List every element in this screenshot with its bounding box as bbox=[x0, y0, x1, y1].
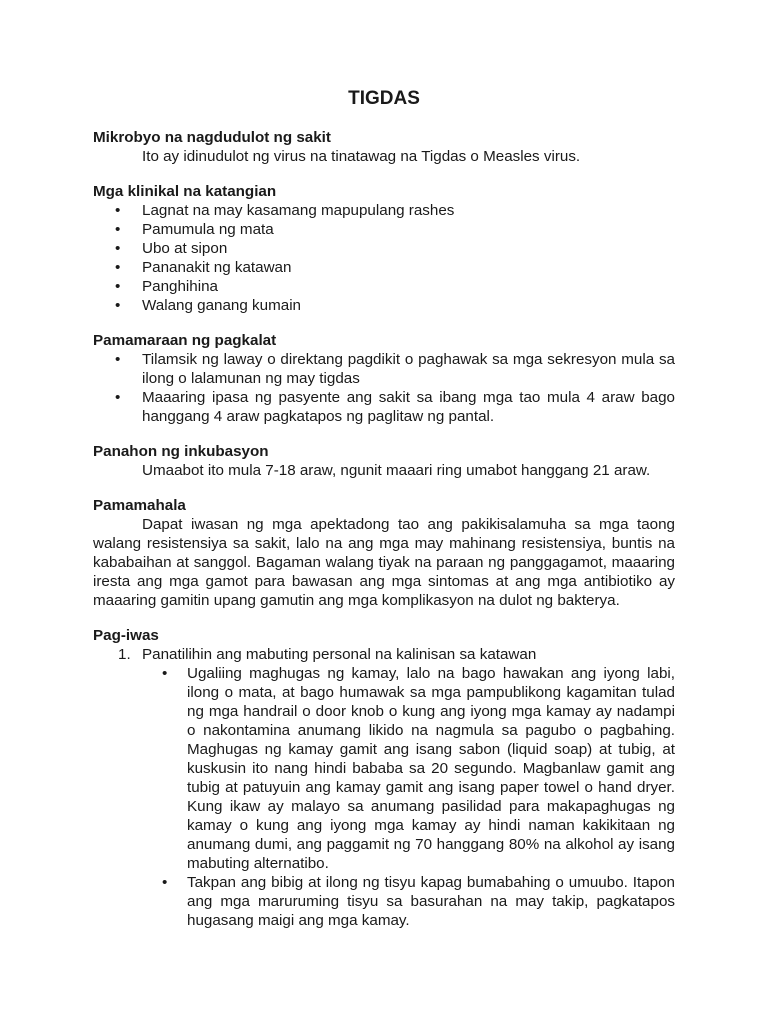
pagiwas-sublist bbox=[142, 664, 675, 930]
list-item: • Pananakit ng katawan bbox=[142, 258, 675, 277]
document-page bbox=[93, 88, 675, 930]
list-item: • Lagnat na may kasamang mapupulang rashes bbox=[142, 201, 675, 220]
heading-pamamahala: Pamamahala bbox=[93, 497, 186, 514]
document-title: TIGDAS bbox=[348, 88, 420, 109]
mikrobyo-text: Ito ay idinudulot ng virus na tinatawag na Tigdas o Measles virus. bbox=[142, 148, 581, 165]
list-item: • Panghihina bbox=[142, 277, 675, 296]
heading-klinikal: Mga klinikal na katangian bbox=[93, 183, 277, 200]
klinikal-list bbox=[93, 201, 675, 315]
list-item: • Walang ganang kumain bbox=[142, 296, 675, 315]
list-item: • Ugaliing maghugas ng kamay, lalo na bago hawakan ang iyong labi, ilong o mata, at bago humawak sa mga pampublikong kagamitan tulad ng mga handrail o door knob o kung ang iyong mga kamay ay nadampi o nakontamina anumang likido na nagmula sa pagubo o pagbahing. Maghugas ng kamay gamit ang isang sabon (liquid soap) at tubig, at kuskusin ito nang hindi bababa sa 20 segundo. Magbanlaw gamit ang tubig at patuyuin ang kamay gamit ang isang paper towel o hand dryer. Kung ikaw ay malayo sa anumang pasilidad para makapaghugas ng kamay o kung ang iyong mga kamay ay hindi naman kakikitaan ng anumang dumi, ang paggamit ng 70 hanggang 80% na alkohol ay isang mabuting alternatibo. bbox=[187, 664, 675, 873]
list-item: • Maaaring ipasa ng pasyente ang sakit sa ibang mga tao mula 4 araw bago hanggang 4 araw pagkatapos ng paglitaw ng pantal. bbox=[142, 388, 675, 426]
list-item: • Tilamsik ng laway o direktang pagdikit o paghawak sa mga sekresyon mula sa ilong o lalamunan ng may tigdas bbox=[142, 350, 675, 388]
list-item: • Ubo at sipon bbox=[142, 239, 675, 258]
item-number: 1. bbox=[118, 646, 131, 663]
heading-pagiwas: Pag-iwas bbox=[93, 627, 159, 644]
heading-pagkalat: Pamamaraan ng pagkalat bbox=[93, 332, 277, 349]
inkubasyon-text: Umaabot ito mula 7-18 araw, ngunit maaari ring umabot hanggang 21 araw. bbox=[142, 462, 651, 479]
heading-mikrobyo: Mikrobyo na nagdudulot ng sakit bbox=[93, 129, 331, 146]
pagkalat-list bbox=[93, 350, 675, 426]
numbered-item-text: Panatilihin ang mabuting personal na kalinisan sa katawan bbox=[142, 646, 537, 663]
pagiwas-list bbox=[93, 645, 675, 930]
numbered-item bbox=[118, 645, 675, 930]
list-item: • Takpan ang bibig at ilong ng tisyu kapag bumabahing o umuubo. Itapon ang mga maruruming tisyu sa basurahan na may takip, pagkatapos hugasang maigi ang mga kamay. bbox=[187, 873, 675, 930]
list-item: • Pamumula ng mata bbox=[142, 220, 675, 239]
heading-inkubasyon: Panahon ng inkubasyon bbox=[93, 443, 269, 460]
pamamahala-text: Dapat iwasan ng mga apektadong tao ang pakikisalamuha sa mga taong walang resistensiya sa sakit, lalo na ang mga may mahinang resistensiya, buntis na kababaihan at sanggol. Bagaman walang tiyak na paraan ng panggagamot, maaaring iresta ang mga gamot para bawasan ang mga sintomas at ang mga antibiotiko ay maaaring gamitin upang gamutin ang mga komplikasyon na dulot ng bakterya. bbox=[93, 516, 675, 609]
